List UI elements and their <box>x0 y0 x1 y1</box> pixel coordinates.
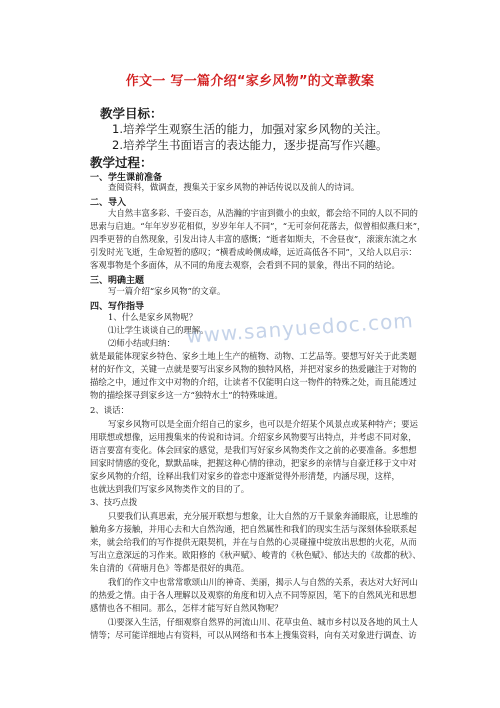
paragraph-line: 大自然丰富多彩、千姿百态，从浩瀚的宇宙到微小的虫蚁，都会给不同的人以不同的 <box>108 208 418 218</box>
subsection-heading: 3、技巧点拨 <box>90 497 138 507</box>
section-heading-3: 三、明确主题 <box>90 276 145 286</box>
goals-heading: 教学目标： <box>100 106 163 121</box>
paragraph-line: ⑵师小结或归纳： <box>108 338 175 348</box>
paragraph-line: 来，就会给我们的写作提供无限契机，并在与自然的心灵碰撞中绽放出思想的火花，从而 <box>90 537 417 547</box>
watermark: www.sanyuedoc.com <box>185 308 415 348</box>
paragraph-line: 感情也各不相同。那么，怎样才能写好自然风物呢？ <box>90 603 283 613</box>
paragraph-line: 四季更替的自然现象，引发出诗人丰富的感慨；“逝者如斯夫，不舍昼夜”，滚滚东流之水 <box>90 234 417 244</box>
paragraph-line: 回家时情感的变化，默默品味，把握这种心情的律动，把家乡的亲情与自豪迁移于文中对 <box>90 458 417 468</box>
paragraph-line: 1、什么是家乡风物呢？ <box>108 312 198 322</box>
goal-item-1: 1.培养学生观察生活的能力，加强对家乡风物的关注。 <box>112 122 388 136</box>
section-heading-4: 四、写作指导 <box>90 302 145 312</box>
paragraph-line: 触角多方接触，并用心去和大自然沟通，把自然属性和我们的现实生活与深刻体验联系起 <box>90 524 417 534</box>
section-heading-1: 一、学生课前准备 <box>90 173 163 183</box>
paragraph-line: ⑴让学生谈谈自己的理解。 <box>108 325 209 335</box>
paragraph-line: 只要我们认真思索，充分展开联想与想象，让大自然的万千景象奔涌眼底，让思维的 <box>108 511 418 521</box>
paragraph-line: 材的好作文，关键一点就是要写出家乡风物的独特风格，并把对家乡的热爱融注于对物的 <box>90 364 417 374</box>
section-heading-2: 二、导入 <box>90 198 127 208</box>
paragraph-line: 写出立意深远的习作来。欧阳修的《秋声赋》、峻青的《秋色赋》、郁达夫的《故都的秋》、 <box>90 550 421 560</box>
goal-item-2: 2.培养学生书面语言的表达能力，逐步提高写作兴趣。 <box>112 138 388 152</box>
paragraph-line: 思索与启迪。“年年岁岁花相似，岁岁年年人不同”，“无可奈何花落去，似曾相似燕归来”， <box>90 221 426 231</box>
paragraph-line: 写家乡风物可以是全面介绍自己的家乡，也可以是介绍某个风景点或某种特产；要运 <box>108 419 418 429</box>
paragraph-line: 我们的作文中也常常歌颂山川的神奇、美丽，揭示人与自然的关系，表达对大好河山 <box>108 577 418 587</box>
paragraph-line: 引发时光飞逝，生命短暂的感叹；“横看成岭侧成峰，远近高低各不同”，又给人以启示： <box>90 247 417 257</box>
paragraph-line: 写一篇介绍“家乡风物”的文章。 <box>108 286 226 296</box>
paragraph-line: ⑴要深入生活，仔细观察自然界的河流山川、花草虫鱼、城市乡村以及各地的风土人 <box>108 617 418 627</box>
paragraph-line: 客观事物是个多面体，从不同的角度去观察，会看到不同的景象，得出不同的结论。 <box>90 260 400 270</box>
paragraph-line: 情等；尽可能详细地占有资料，可以从网络和书本上搜集资料，向有关对象进行调查、访 <box>90 630 417 640</box>
process-heading: 教学过程： <box>90 155 153 170</box>
paragraph-line: 物的描绘探寻到家乡这一方“独特水土”的特殊味道。 <box>90 390 283 400</box>
paragraph-line: 的热爱之情。由于各人理解以及观察的角度和切入点不同等原因，笔下的自然风光和思想 <box>90 590 417 600</box>
paragraph-line: 朱自清的《荷塘月色》等都是很好的典范。 <box>90 563 250 573</box>
paragraph-line: 语言要富有变化。体会回家的感觉，是我们写好家乡风物类作文之前的必要准备。多想想 <box>90 445 417 455</box>
paragraph-line: 也就达到我们写家乡风物类作文的目的了。 <box>90 484 250 494</box>
paragraph-line: 家乡风物的介绍，诠释出我们对家乡的眷恋中逐渐觉得外形清楚，内涵尽现，这样， <box>90 471 400 481</box>
document-title: 作文一 写一篇介绍“家乡风物”的文章教案 <box>125 74 375 89</box>
paragraph-line: 就是最能体现家乡特色、家乡土地上生产的植物、动物、工艺品等。要想写好关于此类题 <box>90 351 417 361</box>
subsection-heading: 2、谈话： <box>90 405 129 415</box>
paragraph-line: 用联想或想像，运用搜集来的传说和诗词。介绍家乡风物要写出特点，并考虑不同对象， <box>90 432 417 442</box>
paragraph-line: 查阅资料，做调查，搜集关于家乡风物的神话传说以及前人的诗词。 <box>108 182 360 192</box>
paragraph-line: 描绘之中，通过作文中对物的介绍，让读者不仅能明白这一物件的特殊之处，而且能透过 <box>90 377 417 387</box>
